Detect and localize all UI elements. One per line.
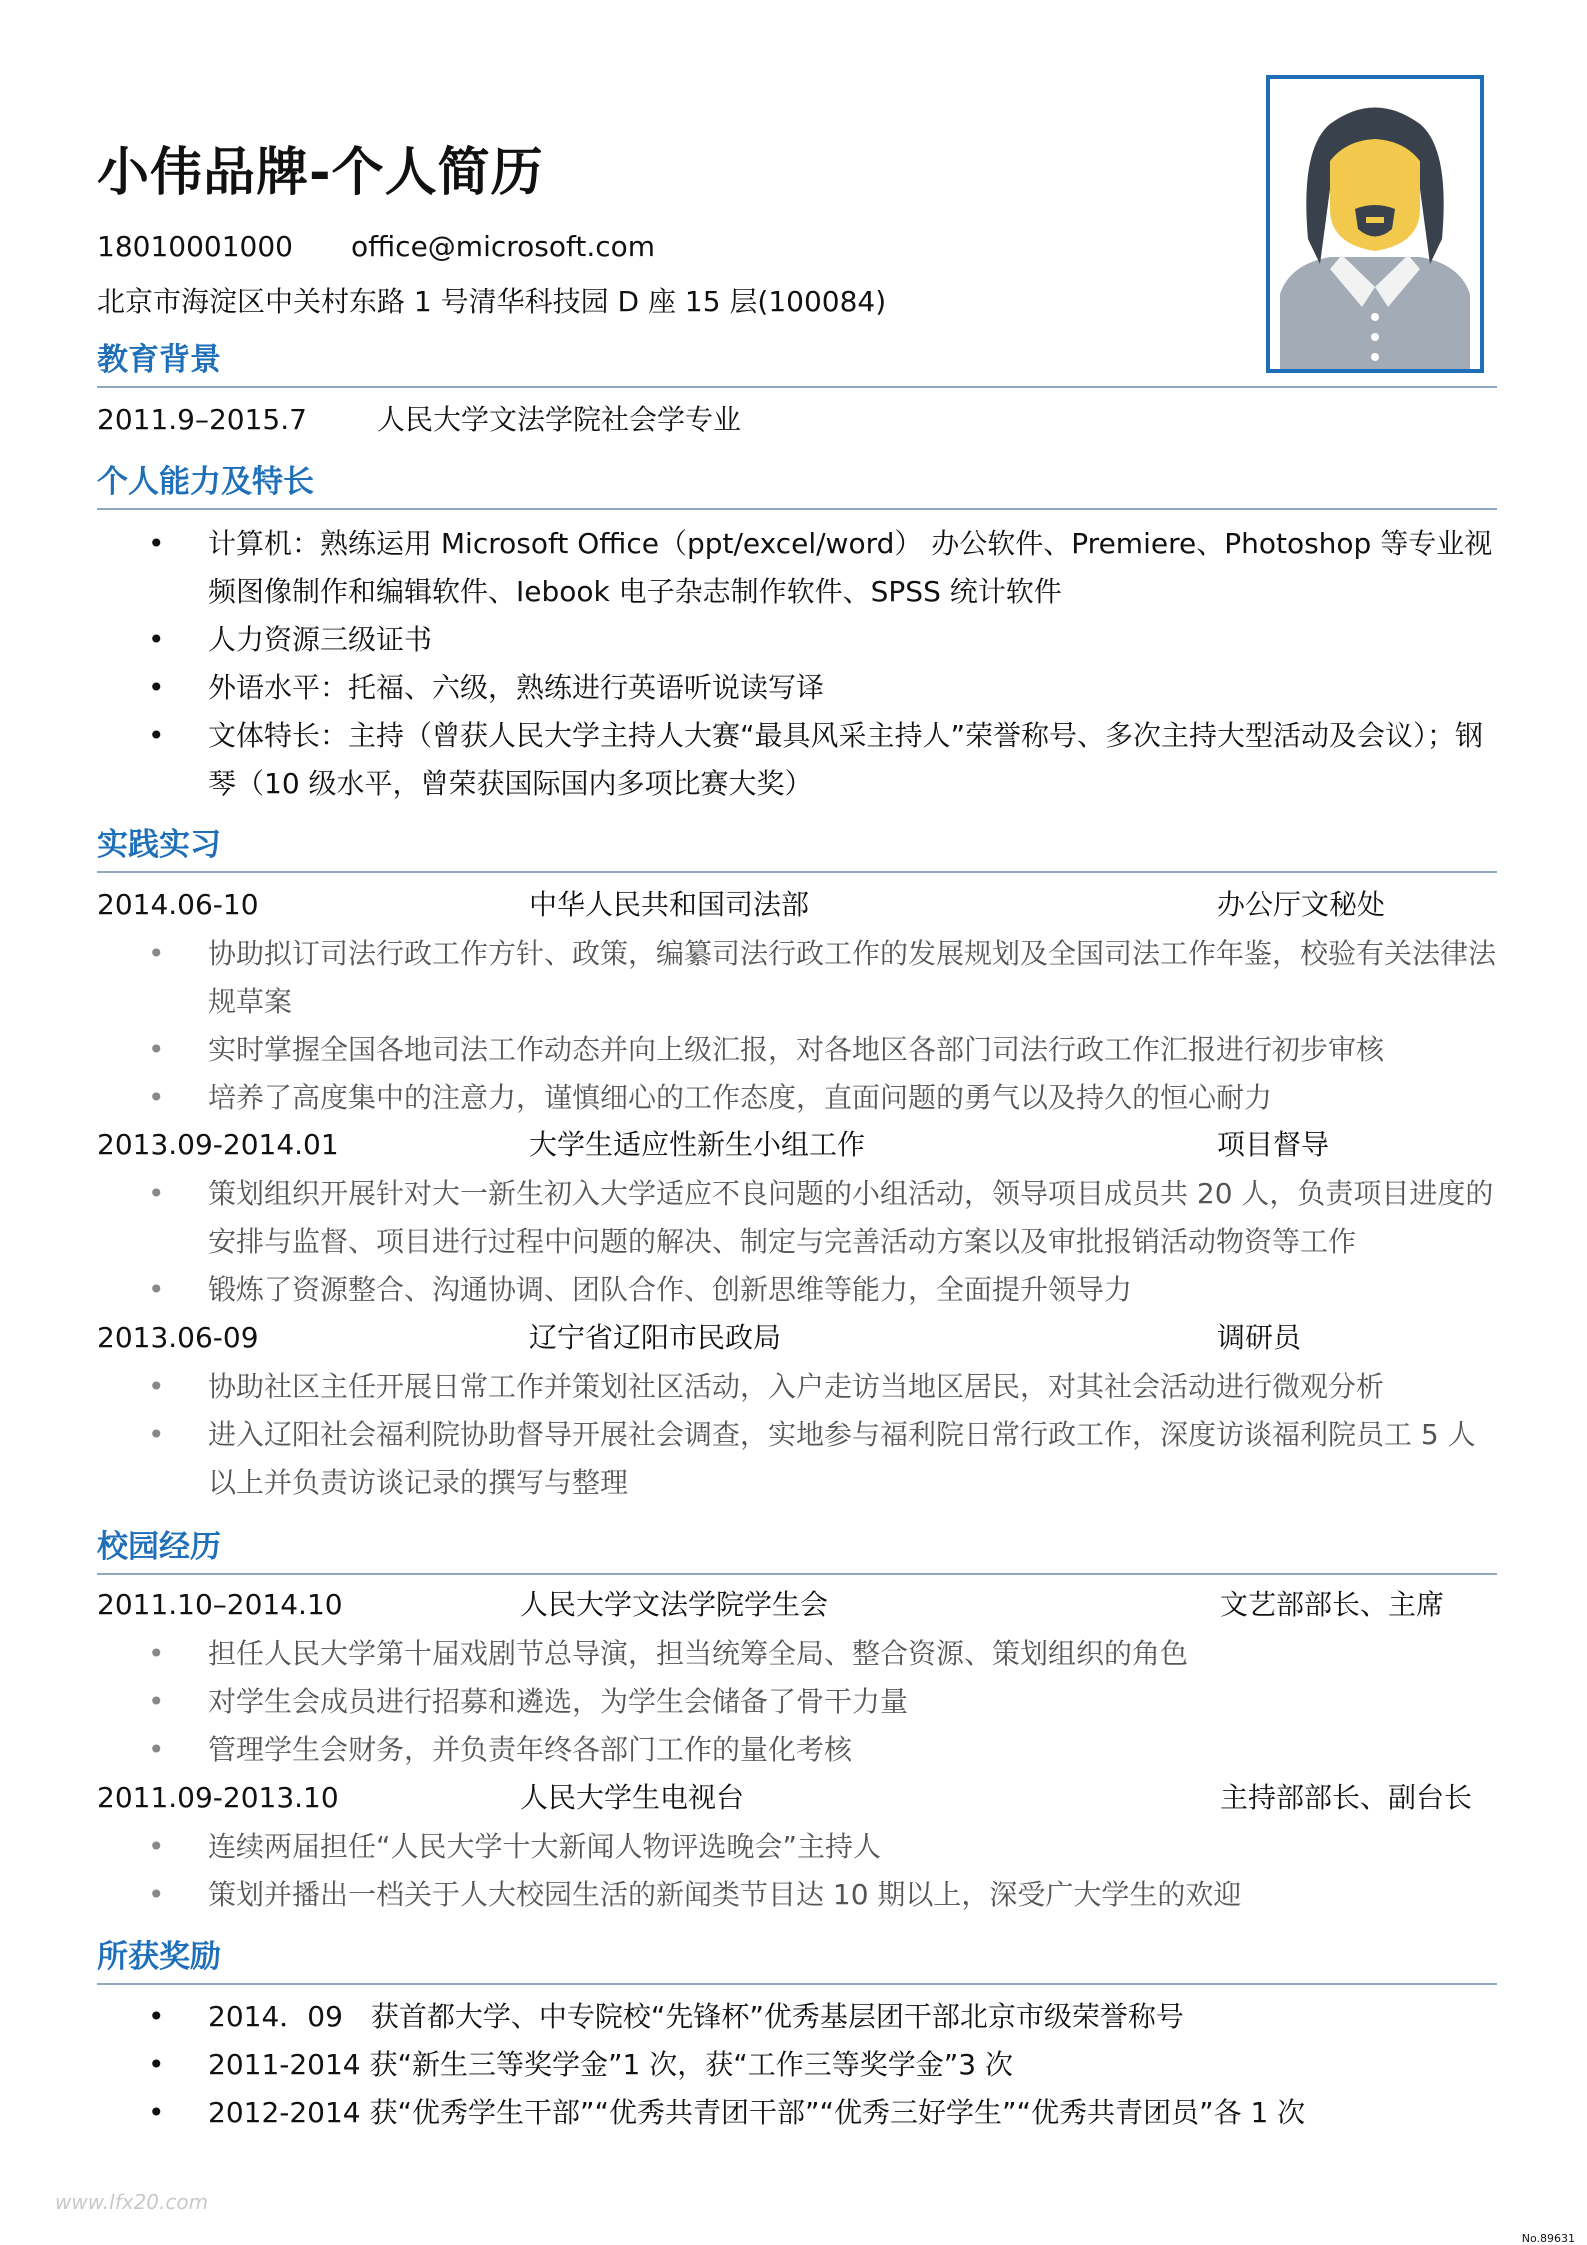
skills-list [148,520,1500,808]
campus-period: 2011.10–2014.10 [97,1588,343,1621]
job-row [97,885,1497,925]
list-item: • 进入辽阳社会福利院协助督导开展社会调查，实地参与福利院日常行政工作，深度访谈福利院员工 5 人以上并负责访谈记录的撰写与整理 [148,1411,1500,1507]
contact-line [97,230,655,263]
campus-bullets [148,1823,1500,1919]
section-heading-skills: 个人能力及特长 [97,462,1497,510]
address: 北京市海淀区中关村东路 1 号清华科技园 D 座 15 层(100084) [97,285,887,318]
job-role: 调研员 [1217,1321,1302,1354]
list-item: • 2012-2014 获“优秀学生干部”“优秀共青团干部”“优秀三好学生”“优秀共青团员”各 1 次 [148,2089,1500,2137]
job-org: 大学生适应性新生小组工作 [529,1128,866,1161]
list-item: • 2011-2014 获“新生三等奖学金”1 次，获“工作三等奖学金”3 次 [148,2041,1500,2089]
list-item: • 人力资源三级证书 [148,616,1500,664]
section-heading-campus: 校园经历 [97,1527,1497,1575]
list-item: • 2014．09 获首都大学、中专院校“先锋杯”优秀基层团干部北京市级荣誉称号 [148,1993,1500,2041]
campus-row [97,1585,1497,1625]
education-row [97,400,1497,440]
watermark: www.lfx20.com [55,2190,209,2214]
job-period: 2013.06-09 [97,1321,259,1354]
awards-list [148,1993,1500,2137]
list-item: • 外语水平：托福、六级，熟练进行英语听说读写译 [148,664,1500,712]
resume-title: 小伟品牌-个人简历 [97,143,544,203]
list-item: • 培养了高度集中的注意力，谨慎细心的工作态度，直面问题的勇气以及持久的恒心耐力 [148,1074,1500,1122]
phone-number: 18010001000 [97,230,293,263]
campus-role: 主持部部长、副台长 [1220,1781,1473,1814]
list-item: • 协助社区主任开展日常工作并策划社区活动，入户走访当地区居民，对其社会活动进行微观分析 [148,1363,1500,1411]
list-item: • 实时掌握全国各地司法工作动态并向上级汇报，对各地区各部门司法行政工作汇报进行初步审核 [148,1026,1500,1074]
list-item: • 计算机：熟练运用 Microsoft Office（ppt/excel/word） 办公软件、Premiere、Photoshop 等专业视频图像制作和编辑软件、Iebook 电子杂志制作软件、SPSS 统计软件 [148,520,1500,616]
list-item: • 管理学生会财务，并负责年终各部门工作的量化考核 [148,1726,1500,1774]
job-bullets [148,930,1500,1122]
education-period: 2011.9–2015.7 [97,403,307,436]
campus-org: 人民大学文法学院学生会 [520,1588,829,1621]
email-address: office@microsoft.com [350,230,656,263]
job-org: 辽宁省辽阳市民政局 [529,1321,782,1354]
job-period: 2014.06-10 [97,888,259,921]
list-item: • 锻炼了资源整合、沟通协调、团队合作、创新思维等能力，全面提升领导力 [148,1266,1500,1314]
job-row [97,1318,1497,1358]
section-heading-awards: 所获奖励 [97,1937,1497,1985]
campus-role: 文艺部部长、主席 [1220,1588,1445,1621]
job-role: 项目督导 [1217,1128,1330,1161]
list-item: • 策划组织开展针对大一新生初入大学适应不良问题的小组活动，领导项目成员共 20 人，负责项目进度的安排与监督、项目进行过程中问题的解决、制定与完善活动方案以及审批报销活动物资等工作 [148,1170,1500,1266]
job-bullets [148,1363,1500,1507]
campus-row [97,1778,1497,1818]
list-item: • 连续两届担任“人民大学十大新闻人物评选晚会”主持人 [148,1823,1500,1871]
person-avatar-icon [1270,79,1480,369]
section-heading-education: 教育背景 [97,340,1497,388]
list-item: • 担任人民大学第十届戏剧节总导演，担当统筹全局、整合资源、策划组织的角色 [148,1630,1500,1678]
list-item: • 策划并播出一档关于人大校园生活的新闻类节目达 10 期以上，深受广大学生的欢迎 [148,1871,1500,1919]
job-role: 办公厅文秘处 [1217,888,1386,921]
campus-bullets [148,1630,1500,1774]
list-item: • 协助拟订司法行政工作方针、政策，编纂司法行政工作的发展规划及全国司法工作年鉴，校验有关法律法规草案 [148,930,1500,1026]
job-row [97,1125,1497,1165]
education-detail: 人民大学文法学院社会学专业 [377,403,742,436]
campus-org: 人民大学生电视台 [520,1781,745,1814]
list-item: • 对学生会成员进行招募和遴选，为学生会储备了骨干力量 [148,1678,1500,1726]
job-period: 2013.09-2014.01 [97,1128,339,1161]
section-heading-practice: 实践实习 [97,825,1497,873]
list-item: • 文体特长：主持（曾获人民大学主持人大赛“最具风采主持人”荣誉称号、多次主持大型活动及会议）；钢琴（10 级水平，曾荣获国际国内多项比赛大奖） [148,712,1500,808]
campus-period: 2011.09-2013.10 [97,1781,339,1814]
profile-photo [1266,75,1484,373]
document-number: No.89631 [1521,2232,1575,2245]
job-org: 中华人民共和国司法部 [529,888,810,921]
job-bullets [148,1170,1500,1314]
